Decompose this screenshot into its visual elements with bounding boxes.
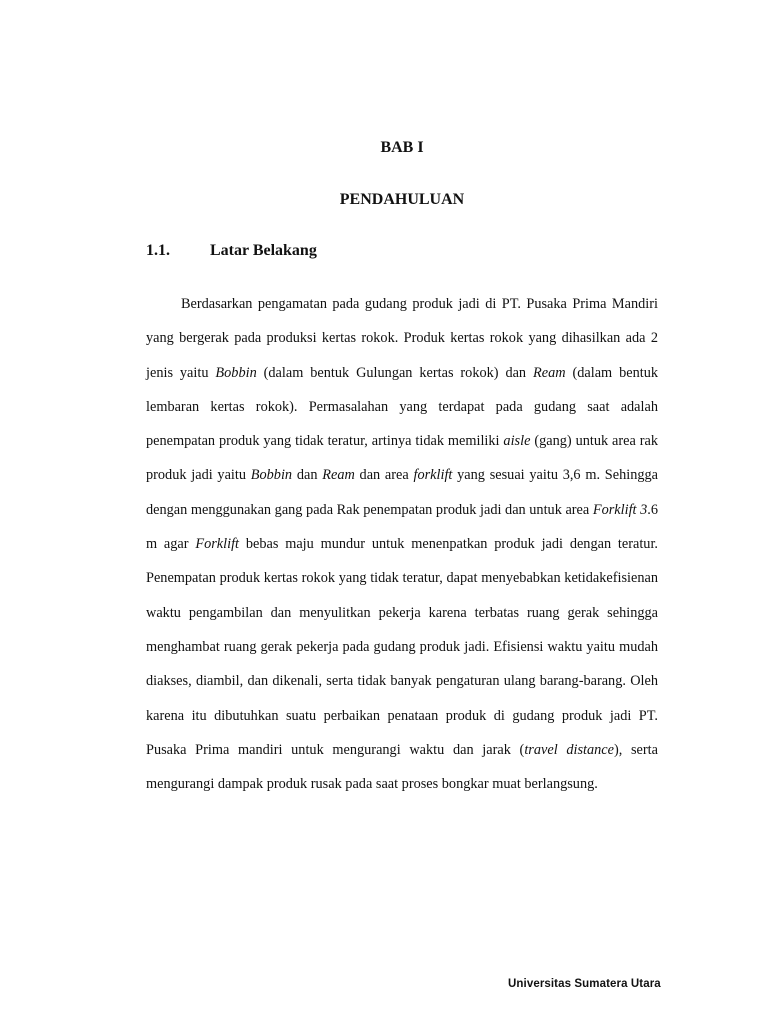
italic-term-forklift: forklift <box>413 467 453 484</box>
text-run: yang sesuai yaitu 3,6 m. Sehingga dengan menggunakan gang pada Rak penempatan produk jadi dan untuk area <box>146 467 658 518</box>
text-run: bebas maju mundur untuk menenpatkan produk jadi dengan teratur. Penempatan produk kertas rokok yang tidak teratur, dapat menyebabkan ketidakefisienan waktu pengambilan dan menyulitkan pekerja karena terbatas ruang gerak sehingga menghambat ruang gerak pekerja pada gudang produk jadi. Efisiensi waktu yaitu mudah diakses, diambil, dan dikenali, serta tidak banyak pengaturan ulang barang-barang. Oleh karena itu dibutuhkan suatu perbaikan penataan produk di gudang produk jadi PT. Pusaka Prima mandiri untuk mengurangi waktu dan jarak ( <box>146 536 658 758</box>
italic-term-forklift: Forklift 3 <box>592 501 648 518</box>
text-run: Berdasarkan pengamatan pada gudang produk jadi di PT. Pusaka Prima Mandiri yang bergerak pada produksi kertas rokok. Produk kertas rokok yang dihasilkan ada 2 jenis yaitu <box>146 296 658 381</box>
italic-term-travel-distance: travel distance <box>524 741 614 758</box>
italic-term-aisle: aisle <box>503 433 531 450</box>
text-run: (dalam bentuk Gulungan kertas rokok) dan <box>256 364 533 381</box>
text-run: (dalam bentuk lembaran kertas rokok). Permasalahan yang terdapat pada gudang saat adalah penempatan produk yang tidak teratur, artinya tidak memiliki <box>146 364 658 450</box>
section-heading <box>146 242 317 260</box>
italic-term-forklift: Forklift <box>195 536 240 553</box>
italic-term-bobbin: Bobbin <box>215 364 257 381</box>
italic-term-bobbin: Bobbin <box>250 467 293 484</box>
text-run: dan area <box>354 467 414 484</box>
text-run: .6 m agar <box>146 501 658 553</box>
chapter-title: PENDAHULUAN <box>339 191 465 208</box>
italic-term-ream: Ream <box>533 364 566 381</box>
section-number: 1.1. <box>146 242 170 259</box>
chapter-number: BAB I <box>380 139 424 156</box>
footer-institution: Universitas Sumatera Utara <box>508 978 661 990</box>
section-title: Latar Belakang <box>210 242 317 259</box>
text-run: ), serta mengurangi dampak produk rusak pada saat proses bongkar muat berlangsung. <box>146 741 658 793</box>
italic-term-ream: Ream <box>322 467 355 484</box>
text-run: (gang) untuk area rak produk jadi yaitu <box>146 433 658 484</box>
text-run: dan <box>292 467 323 484</box>
body-paragraph <box>146 287 658 801</box>
